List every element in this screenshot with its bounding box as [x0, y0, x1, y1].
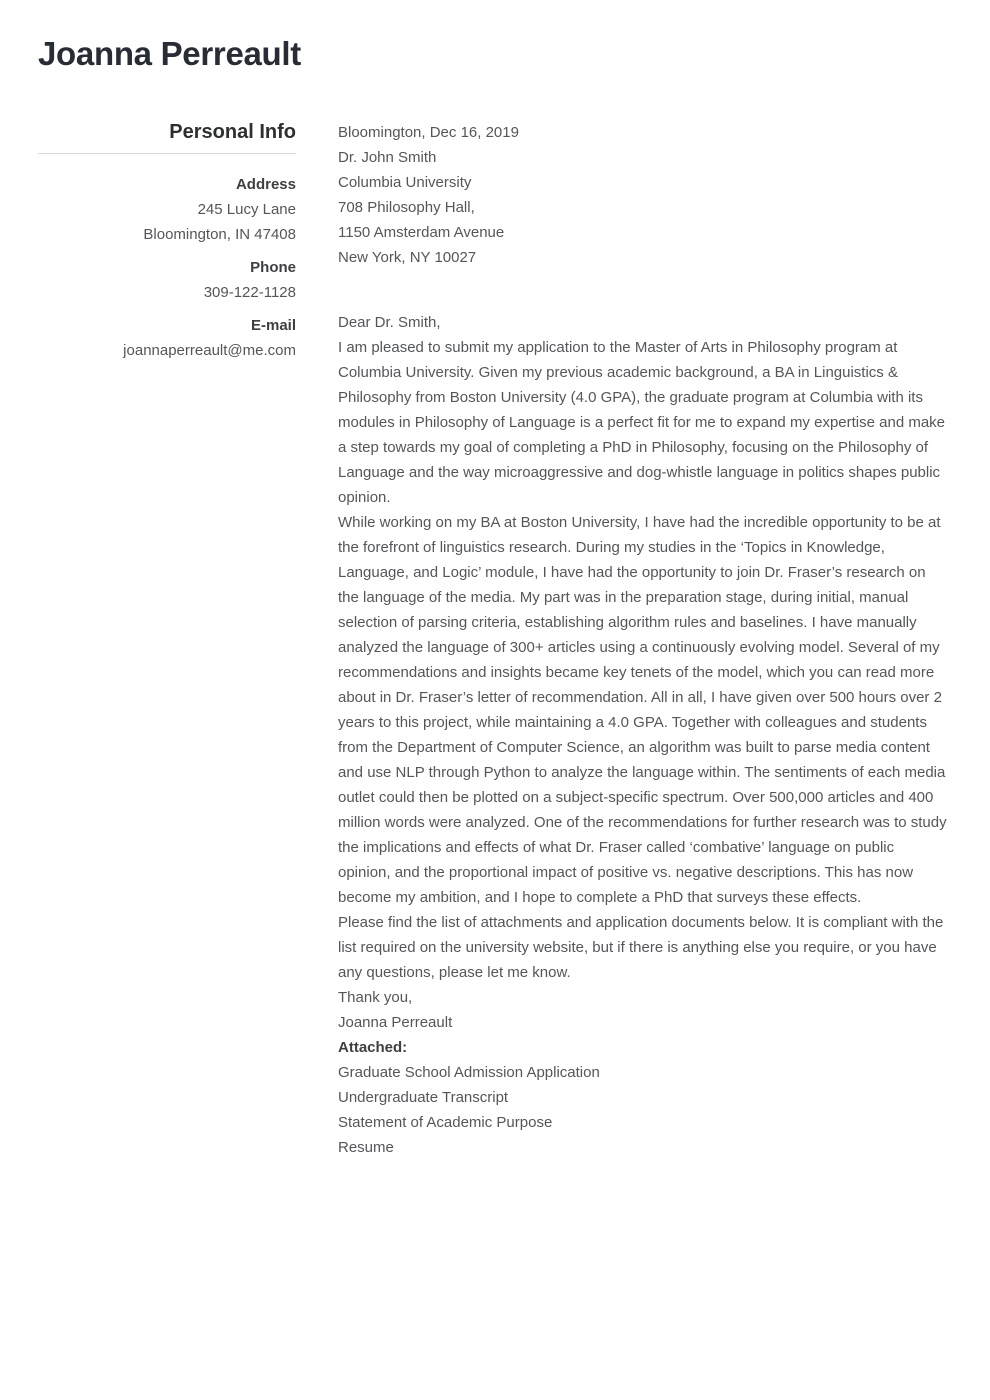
body-paragraph-3: Please find the list of attachments and application documents below. It is compliant with the list required on the university website, but if there is anything else you require, or you have any questions, please let me know. — [338, 914, 944, 981]
attachment-item: Undergraduate Transcript — [338, 1089, 509, 1106]
salutation: Dear Dr. Smith, — [338, 314, 441, 331]
phone-value: 309-122-1128 — [203, 284, 296, 301]
info-group-phone — [38, 255, 296, 305]
recipient-line: New York, NY 10027 — [338, 249, 477, 266]
candidate-name: Joanna Perreault — [38, 35, 301, 72]
recipient-line: Columbia University — [338, 174, 472, 191]
content-columns — [38, 120, 950, 1160]
address-line: 245 Lucy Lane — [197, 201, 296, 218]
address-label: Address — [235, 176, 296, 193]
signature-name: Joanna Perreault — [338, 1014, 453, 1031]
closing-line: Thank you, — [338, 989, 413, 1006]
phone-label: Phone — [250, 259, 296, 276]
email-value: joannaperreault@me.com — [123, 342, 296, 359]
info-group-email — [38, 313, 296, 363]
body-paragraph-2: While working on my BA at Boston University, I have had the incredible opportunity to be at the forefront of linguistics research. During my studies in the ‘Topics in Knowledge, Language, and Logic’ module, I have had the opportunity to join Dr. Fraser’s research on the language of the media. My part was in the preparation stage, during initial, manual selection of parsing criteria, establishing algorithm rules and baselines. I have manually analyzed the language of 300+ articles using a continuously evolving model. Several of my recommendations and insights became key tenets of the model, which you can read more about in Dr. Fraser’s letter of recommendation. All in all, I have given over 500 hours over 2 years to this project, while maintaining a 4.0 GPA. Together with colleagues and students from the Department of Computer Science, an algorithm was built to parse media content and use NLP through Python to analyze the language within. The sentiments of each media outlet could then be plotted on a subject-specific spectrum. Over 500,000 articles and 400 million words were analyzed. One of the recommendations for further research was to study the implications and effects of what Dr. Fraser called ‘combative’ language on public opinion, and the proportional impact of positive vs. negative descriptions. This has now become my ambition, and I hope to complete a PhD that surveys these effects. — [338, 514, 947, 906]
attached-label: Attached: — [338, 1039, 408, 1056]
personal-info-title: Personal Info — [38, 120, 296, 154]
email-label: E-mail — [250, 317, 296, 334]
recipient-address — [338, 145, 950, 270]
body-paragraph-1: I am pleased to submit my application to the Master of Arts in Philosophy program at Columbia University. Given my previous academic background, a BA in Linguistics & Philosophy from Boston University (4.0 GPA), the graduate program at Columbia with its modules in Philosophy of Language is a perfect fit for me to expand my expertise and make a step towards my goal of completing a PhD in Philosophy, focusing on the Philosophy of Language and the way microaggressive and dog-whistle language in politics shapes public opinion. — [338, 339, 946, 506]
letter-body — [338, 120, 950, 1160]
attachment-item: Statement of Academic Purpose — [338, 1114, 553, 1131]
attachment-item: Graduate School Admission Application — [338, 1064, 600, 1081]
recipient-line: Dr. John Smith — [338, 149, 437, 166]
date-line: Bloomington, Dec 16, 2019 — [338, 124, 519, 141]
recipient-line: 708 Philosophy Hall, — [338, 199, 475, 216]
recipient-line: 1150 Amsterdam Avenue — [338, 224, 505, 241]
attachments-section — [338, 1035, 950, 1160]
address-line: Bloomington, IN 47408 — [143, 226, 296, 243]
personal-info-sidebar — [38, 120, 296, 363]
attachment-item: Resume — [338, 1139, 394, 1156]
info-group-address — [38, 172, 296, 247]
